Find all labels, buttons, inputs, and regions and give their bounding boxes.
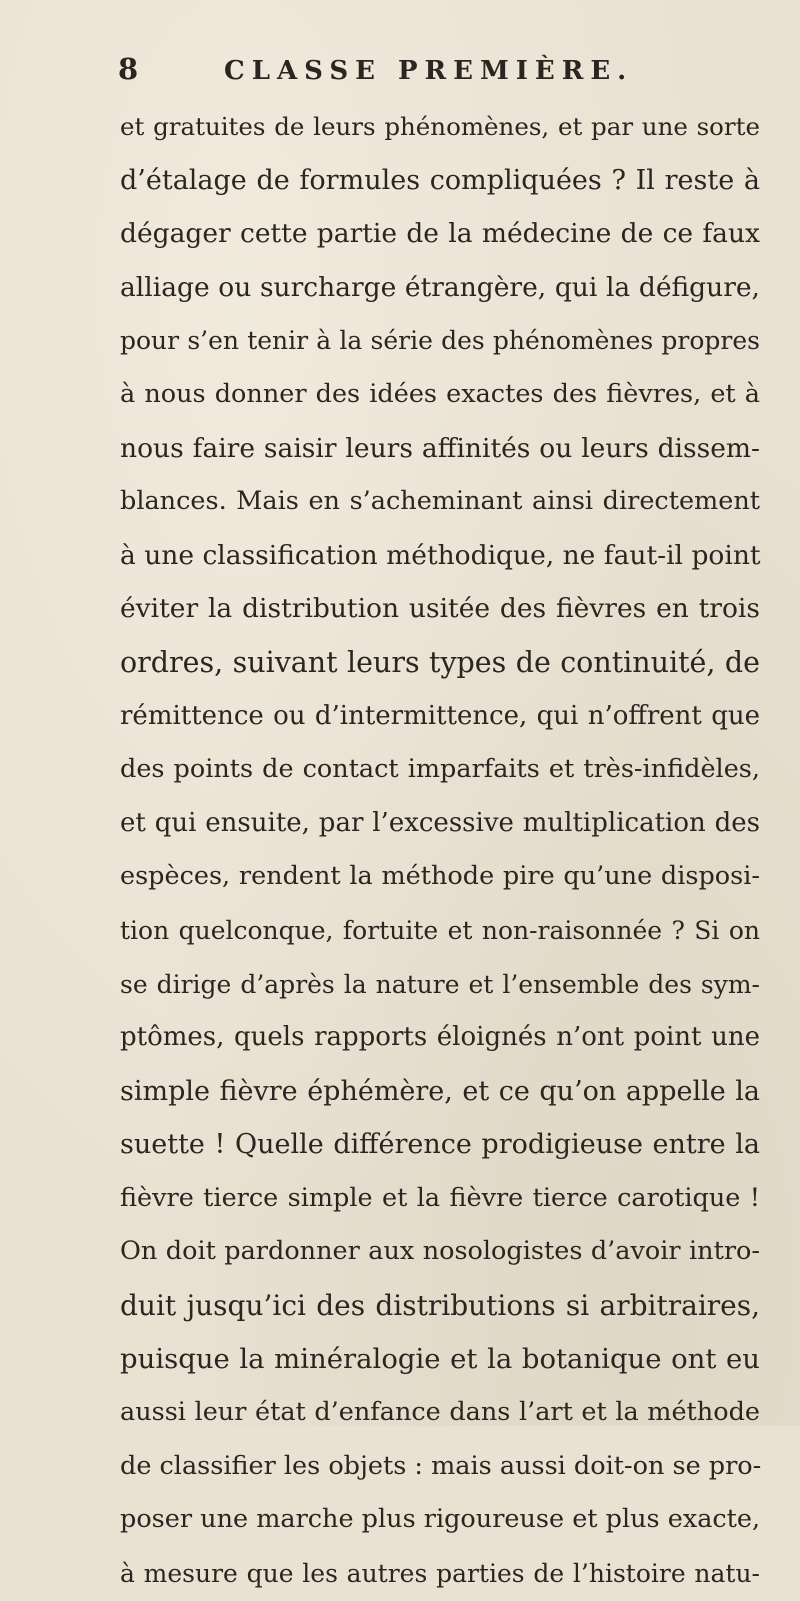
text-line: se dirige d’après la nature et l’ensemble des sym- (120, 969, 760, 999)
text-line: ptômes, quels rapports éloignés n’ont point une (120, 1022, 760, 1053)
body-text (120, 100, 760, 1601)
text-line: tion quelconque, fortuite et non-raisonnée ? Si on (120, 915, 760, 945)
text-line: et qui ensuite, par l’excessive multiplication des (120, 807, 760, 838)
page-header (118, 52, 718, 88)
text-line: éviter la distribution usitée des fièvres en trois (120, 593, 760, 625)
text-line: des points de contact imparfaits et très-infidèles, (120, 754, 760, 785)
text-line: aussi leur état d’enfance dans l’art et la méthode (120, 1397, 760, 1428)
text-line: simple fièvre éphémère, et ce qu’on appelle la (120, 1075, 760, 1107)
text-line: espèces, rendent la méthode pire qu’une disposi- (120, 861, 760, 892)
running-head: CLASSE PREMIÈRE. (224, 56, 634, 86)
text-line: suette ! Quelle différence prodigieuse entre la (120, 1129, 760, 1161)
page-number: 8 (118, 52, 140, 86)
text-line: et gratuites de leurs phénomènes, et par une sorte (120, 112, 760, 141)
text-line: ordres, suivant leurs types de continuité, de (120, 645, 760, 679)
text-line: à mesure que les autres parties de l’histoire natu- (120, 1559, 760, 1589)
text-line: rémittence ou d’intermittence, qui n’offrent que (120, 700, 760, 731)
text-line: fièvre tierce simple et la fièvre tierce carotique ! (120, 1182, 760, 1213)
text-line: nous faire saisir leurs affinités ou leurs dissem- (120, 432, 760, 464)
text-line: à une classification méthodique, ne faut-il point (120, 539, 761, 571)
text-line: alliage ou surcharge étrangère, qui la défigure, (120, 271, 760, 303)
text-line: On doit pardonner aux nosologistes d’avoir intro- (120, 1236, 760, 1267)
text-line: poser une marche plus rigoureuse et plus exacte, (120, 1504, 761, 1535)
text-line: dégager cette partie de la médecine de ce faux (120, 218, 760, 250)
text-line: d’étalage de formules compliquées ? Il reste à (120, 164, 760, 196)
text-line: à nous donner des idées exactes des fièvres, et à (120, 378, 760, 409)
text-line: de classifier les objets : mais aussi doit-on se pro- (120, 1450, 762, 1481)
text-line: duit jusqu’ici des distributions si arbitraires, (120, 1289, 760, 1323)
text-line: puisque la minéralogie et la botanique ont eu (120, 1342, 760, 1375)
text-line: blances. Mais en s’acheminant ainsi directement (120, 486, 760, 517)
text-line: pour s’en tenir à la série des phénomènes propres (120, 326, 760, 356)
